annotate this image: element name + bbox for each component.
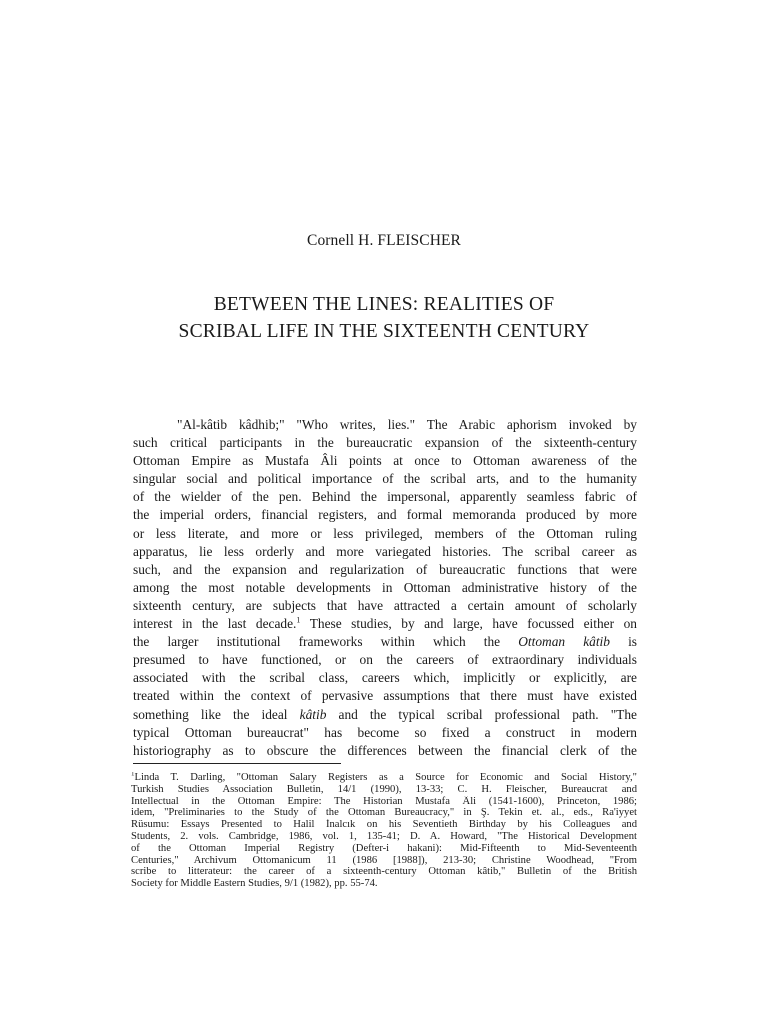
body-text-run: These studies, by and large, have focussed either on — [300, 616, 637, 632]
body-line: such critical participants in the bureaucratic expansion of the sixteenth-century — [133, 435, 637, 451]
body-text-run: the larger institutional frameworks within which the — [133, 634, 519, 650]
body-line: presumed to have functioned, or on the careers of extraordinary individuals — [133, 652, 637, 668]
body-line: historiography as to obscure the differences between the financial clerk of the — [133, 742, 637, 758]
footnote-marker: 1 — [131, 772, 135, 778]
body-line: such, and the expansion and regularization of bureaucratic functions that were — [133, 561, 637, 577]
body-line — [133, 706, 637, 724]
italic-term: Ottoman kâtib — [518, 634, 610, 650]
body-text-run: something like the ideal — [133, 706, 300, 722]
body-line: treated within the context of pervasive assumptions that there must have existed — [133, 688, 637, 704]
italic-term: kâtib — [299, 706, 327, 722]
footnote-text-run: Linda T. Darling, "Ottoman Salary Registers as a Source for Economic and Social History," — [134, 772, 637, 783]
title-line-1: BETWEEN THE LINES: REALITIES OF — [213, 294, 555, 315]
body-line: Ottoman Empire as Mustafa Âli points at once to Ottoman awareness of the — [133, 453, 637, 469]
body-line: typical Ottoman bureaucrat" has become so fixed a construct in modern — [133, 724, 637, 740]
footnote-line: Centuries," Archivum Ottomanicum 11 (1986 [1988]), 213-30; Christine Woodhead, "From — [131, 854, 637, 866]
body-text-run: and the typical scribal professional path. "The — [326, 706, 637, 722]
article-title — [0, 291, 768, 345]
body-line — [133, 633, 637, 651]
footnote-line — [131, 772, 637, 784]
author-name: Cornell H. FLEISCHER — [307, 232, 461, 249]
footnote-reference: 1 — [296, 615, 301, 625]
body-line: "Al-kâtib kâdhib;" "Who writes, lies." The Arabic aphorism invoked by — [177, 417, 637, 432]
body-line: apparatus, lie less orderly and more variegated histories. The scribal career as — [133, 543, 637, 559]
footnote-line: of the Ottoman Imperial Registry (Defter-i hakani): Mid-Fifteenth to Mid-Seventeenth — [131, 842, 637, 854]
body-line — [133, 615, 637, 633]
body-text-run: interest in the last decade. — [133, 616, 297, 632]
body-line: the imperial orders, financial registers, and formal memoranda produced by more — [133, 507, 637, 523]
body-text-run: is — [609, 634, 637, 650]
body-line: associated with the scribal class, careers which, implicitly or explicitly, are — [133, 670, 637, 686]
body-line: or less literate, and more or less privileged, members of the Ottoman ruling — [133, 525, 637, 541]
footnote-line: Society for Middle Eastern Studies, 9/1 (1982), pp. 55-74. — [131, 878, 378, 890]
body-line: of the wielder of the pen. Behind the impersonal, apparently seamless fabric of — [133, 489, 637, 505]
footnote-divider — [133, 763, 341, 764]
title-line-2: SCRIBAL LIFE IN THE SIXTEENTH CENTURY — [178, 321, 590, 342]
body-text — [133, 416, 637, 760]
footnote-line: Students, 2. vols. Cambridge, 1986, vol. 1, 135-41; D. A. Howard, "The Historical Development — [131, 830, 637, 842]
footnotes — [131, 772, 637, 890]
footnote-line: Intellectual in the Ottoman Empire: The Historian Mustafa Âli (1541-1600), Princeton, 1986; — [131, 795, 637, 807]
footnote-line: Turkish Studies Association Bulletin, 14/1 (1990), 13-33; C. H. Fleischer, Bureaucrat and — [131, 783, 637, 795]
footnote-line: scribe to litterateur: the career of a sixteenth-century Ottoman kâtib," Bulletin of the British — [131, 866, 637, 878]
footnote-line: idem, "Preliminaries to the Study of the Ottoman Bureaucracy," in Ş. Tekin et. al., eds., Ra'iyyet — [131, 807, 637, 819]
body-line: singular social and political importance of the scribal arts, and to the humanity — [133, 471, 637, 487]
body-line: sixteenth century, are subjects that have attracted a certain amount of scholarly — [133, 597, 637, 613]
footnote-line: Rüsumu: Essays Presented to Halil İnalcık on his Seventieth Birthday by his Colleagues and — [131, 819, 637, 831]
body-line: among the most notable developments in Ottoman administrative history of the — [133, 579, 637, 595]
